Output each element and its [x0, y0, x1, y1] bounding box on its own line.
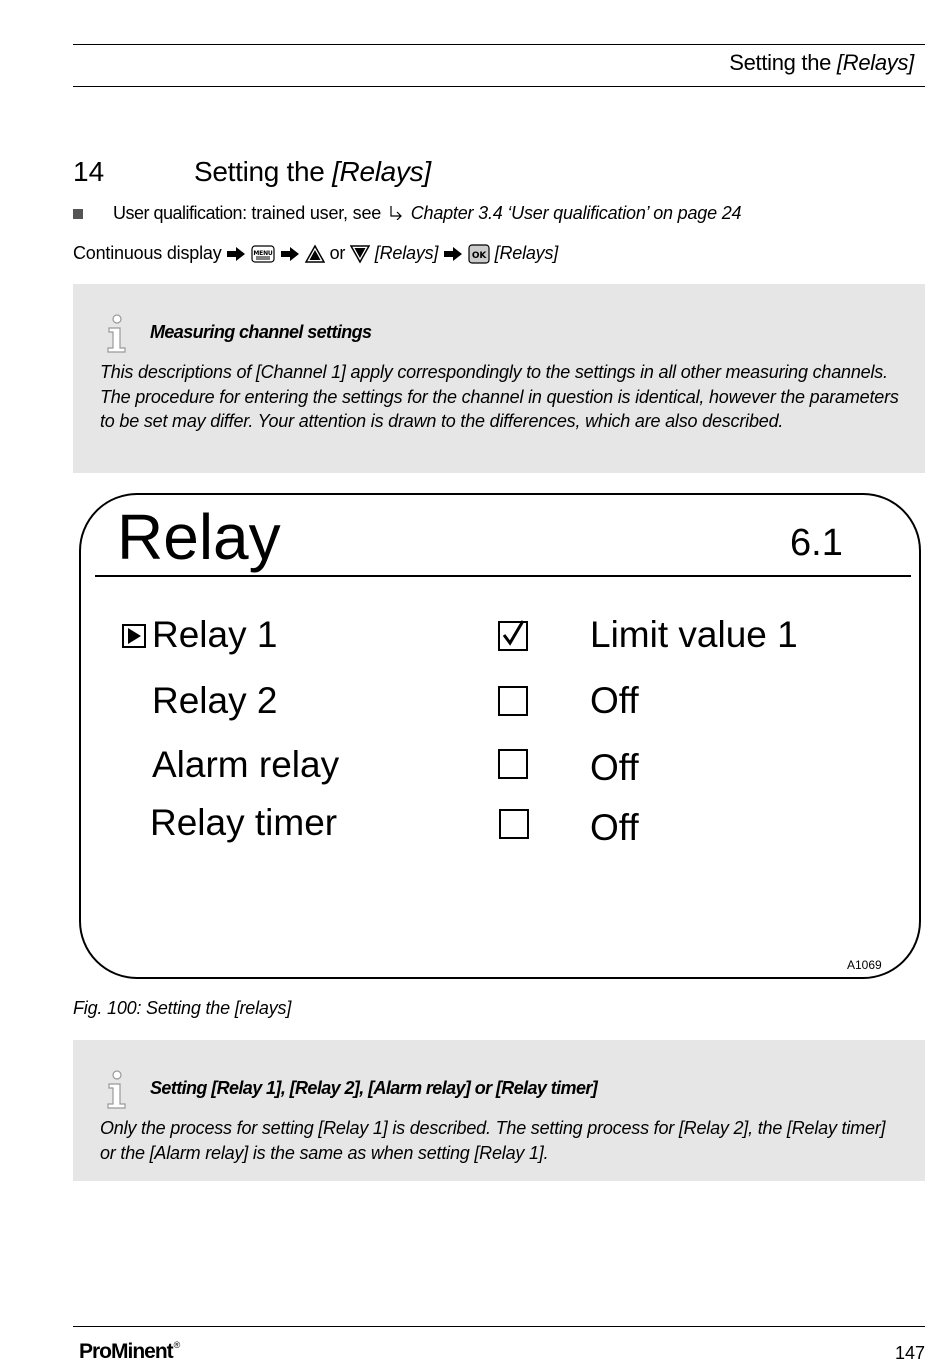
- info-icon: [103, 1070, 129, 1115]
- info-box-body: Only the process for setting [Relay 1] is described. The setting process for [Relay 2], the [Relay timer] or the [Alarm relay] is the same as when setting [Relay 1].: [100, 1118, 886, 1163]
- alarm-relay-label[interactable]: Alarm relay: [152, 744, 340, 785]
- nav-or: or: [329, 242, 346, 263]
- selection-cursor-icon: [122, 624, 146, 653]
- checkmark-icon: [498, 619, 528, 649]
- page-number: 147: [894, 1343, 925, 1363]
- ok-key-icon: [468, 243, 490, 264]
- info-box-relay-setting: [73, 1040, 925, 1181]
- chapter-number: 14: [73, 156, 105, 187]
- prominent-logo: [79, 1340, 179, 1364]
- relay-timer-value: Off: [590, 807, 639, 848]
- svg-text:OK: OK: [471, 250, 486, 261]
- header-top-rule: [73, 44, 925, 45]
- relay-2-value: Off: [590, 680, 639, 721]
- relay-1-label[interactable]: Relay 1: [152, 614, 278, 655]
- relay-1-value: Limit value 1: [590, 614, 798, 655]
- info-box-title: Setting [Relay 1], [Relay 2], [Alarm relay] or [Relay timer]: [150, 1078, 598, 1098]
- info-box-channel-settings: [73, 284, 925, 473]
- qualification-label: User qualification:: [113, 203, 247, 223]
- footer-rule: [73, 1326, 925, 1327]
- info-box-body: This descriptions of [Channel 1] apply correspondingly to the settings in all other measuring channels. The procedure for entering the settings for the channel in question is identical, however the parameters to be set may differ. Your attention is drawn to the differences, which are also described.: [100, 362, 899, 431]
- relay-1-checkbox[interactable]: [498, 621, 528, 651]
- user-qualification: [113, 203, 741, 225]
- alarm-relay-checkbox[interactable]: [498, 749, 528, 779]
- running-header-italic: [Relays]: [836, 50, 914, 75]
- info-box-title: Measuring channel settings: [150, 322, 372, 342]
- arrow-right-icon: [280, 243, 300, 264]
- nav-target-1: [Relays]: [374, 242, 439, 263]
- link-arrow-icon: [388, 204, 404, 225]
- logo-text: ProMinent: [79, 1340, 173, 1363]
- chapter-title-prefix: Setting the: [194, 156, 325, 187]
- display-menu-number: 6.1: [790, 522, 843, 564]
- qualification-chapter-link[interactable]: Chapter 3.4 ‘User qualification’ on page 24: [410, 203, 742, 223]
- nav-start: Continuous display: [73, 242, 222, 263]
- relay-2-label[interactable]: Relay 2: [152, 680, 278, 721]
- relay-2-checkbox[interactable]: [498, 686, 528, 716]
- logo-registered-mark: ®: [173, 1340, 180, 1350]
- arrow-right-icon: [443, 243, 463, 264]
- up-key-icon: [305, 243, 325, 264]
- info-icon: [103, 314, 129, 359]
- navigation-path: [73, 242, 558, 264]
- header-bottom-rule: [73, 86, 925, 87]
- down-key-icon: [350, 243, 370, 264]
- chapter-title: [194, 156, 431, 188]
- display-title: Relay: [117, 501, 281, 573]
- running-header-prefix: Setting the: [729, 50, 832, 75]
- figure-caption: Fig. 100: Setting the [relays]: [73, 998, 292, 1018]
- bullet-square-icon: [73, 209, 83, 219]
- qualification-text: trained user, see: [251, 203, 382, 223]
- nav-target-2: [Relays]: [494, 242, 559, 263]
- alarm-relay-value: Off: [590, 747, 639, 788]
- arrow-right-icon: [226, 243, 246, 264]
- relay-timer-checkbox[interactable]: [499, 809, 529, 839]
- svg-text:MENU: MENU: [253, 249, 273, 257]
- display-divider: [95, 575, 911, 577]
- chapter-title-italic: [Relays]: [332, 156, 431, 187]
- menu-key-icon: [251, 243, 275, 264]
- figure-id: A1069: [847, 958, 882, 972]
- relay-timer-label[interactable]: Relay timer: [150, 802, 338, 843]
- running-header: [729, 50, 914, 76]
